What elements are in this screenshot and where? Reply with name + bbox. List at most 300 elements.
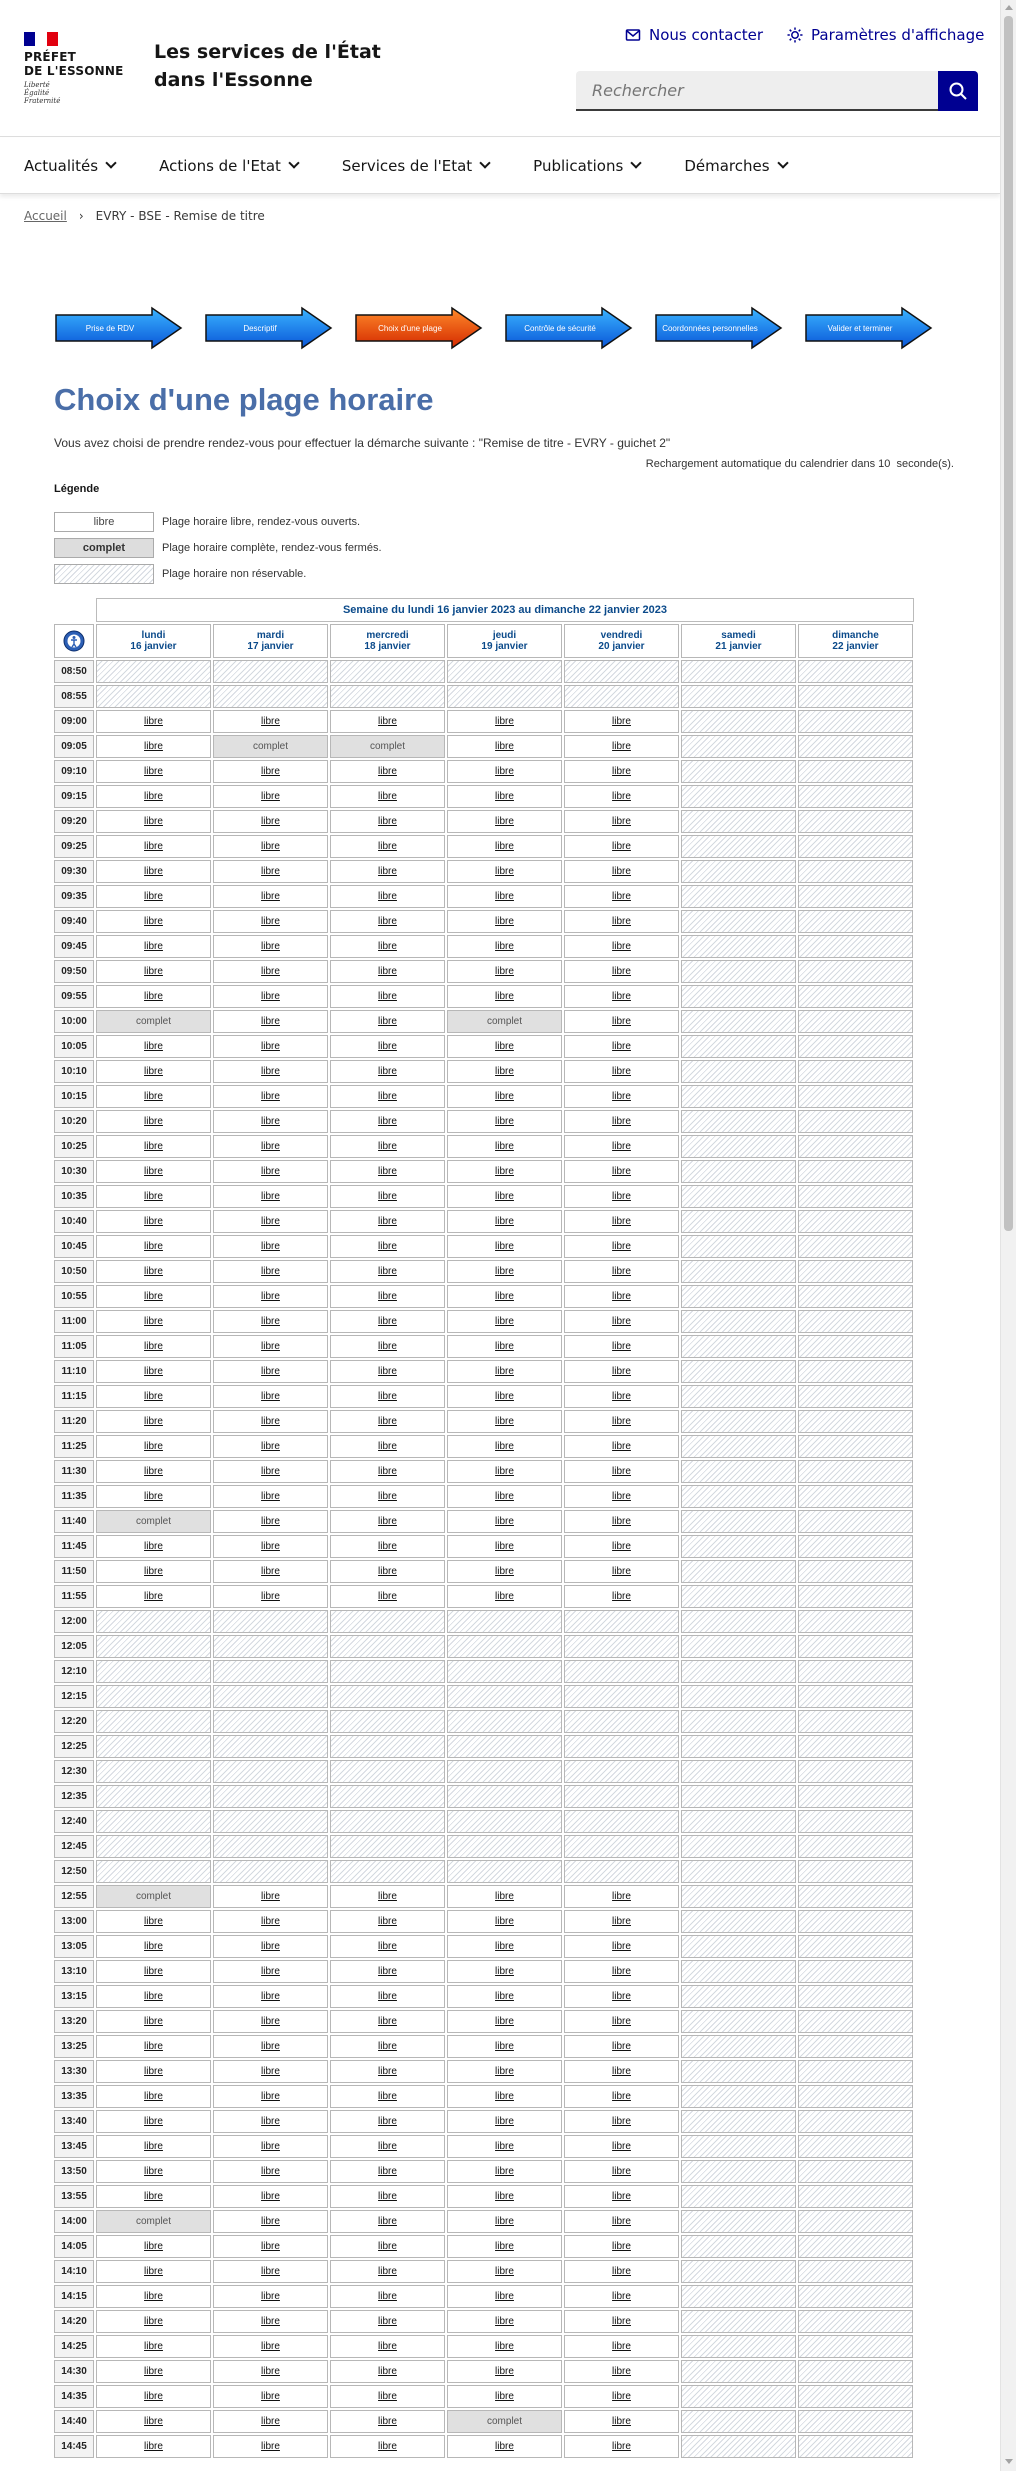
slot-libre-link[interactable]: libre xyxy=(330,1160,445,1183)
slot-libre-link[interactable]: libre xyxy=(330,2310,445,2333)
slot-libre-link[interactable]: libre xyxy=(447,2160,562,2183)
slot-libre-link[interactable]: libre xyxy=(96,810,211,833)
slot-libre-link[interactable]: libre xyxy=(447,1460,562,1483)
slot-libre-link[interactable]: libre xyxy=(96,935,211,958)
slot-libre-link[interactable]: libre xyxy=(213,1885,328,1908)
slot-libre-link[interactable]: libre xyxy=(330,1260,445,1283)
slot-libre-link[interactable]: libre xyxy=(96,1535,211,1558)
slot-libre-link[interactable]: libre xyxy=(96,2185,211,2208)
slot-libre-link[interactable]: libre xyxy=(447,1885,562,1908)
slot-libre-link[interactable]: libre xyxy=(447,1535,562,1558)
slot-libre-link[interactable]: libre xyxy=(447,1335,562,1358)
slot-libre-link[interactable]: libre xyxy=(96,2435,211,2458)
slot-libre-link[interactable]: libre xyxy=(447,1310,562,1333)
slot-libre-link[interactable]: libre xyxy=(447,2360,562,2383)
slot-libre-link[interactable]: libre xyxy=(330,785,445,808)
slot-libre-link[interactable]: libre xyxy=(213,810,328,833)
slot-libre-link[interactable]: libre xyxy=(213,2085,328,2108)
slot-libre-link[interactable]: libre xyxy=(447,2235,562,2258)
slot-libre-link[interactable]: libre xyxy=(447,785,562,808)
slot-libre-link[interactable]: libre xyxy=(330,1585,445,1608)
slot-libre-link[interactable]: libre xyxy=(96,910,211,933)
slot-libre-link[interactable]: libre xyxy=(447,985,562,1008)
slot-libre-link[interactable]: libre xyxy=(330,910,445,933)
slot-libre-link[interactable]: libre xyxy=(213,2210,328,2233)
slot-libre-link[interactable]: libre xyxy=(447,1260,562,1283)
slot-libre-link[interactable]: libre xyxy=(564,2185,679,2208)
slot-libre-link[interactable]: libre xyxy=(447,1410,562,1433)
slot-libre-link[interactable]: libre xyxy=(330,1560,445,1583)
slot-libre-link[interactable]: libre xyxy=(213,1010,328,1033)
slot-libre-link[interactable]: libre xyxy=(447,1185,562,1208)
slot-libre-link[interactable]: libre xyxy=(447,1235,562,1258)
slot-libre-link[interactable]: libre xyxy=(96,2135,211,2158)
slot-libre-link[interactable]: libre xyxy=(96,960,211,983)
slot-libre-link[interactable]: libre xyxy=(564,1035,679,1058)
slot-libre-link[interactable]: libre xyxy=(330,1360,445,1383)
slot-libre-link[interactable]: libre xyxy=(213,2185,328,2208)
slot-libre-link[interactable]: libre xyxy=(96,1935,211,1958)
slot-libre-link[interactable]: libre xyxy=(564,2385,679,2408)
slot-libre-link[interactable]: libre xyxy=(213,710,328,733)
slot-libre-link[interactable]: libre xyxy=(213,1910,328,1933)
nav-item-services[interactable]: Services de l'Etat xyxy=(342,157,489,175)
slot-libre-link[interactable]: libre xyxy=(330,2385,445,2408)
slot-libre-link[interactable]: libre xyxy=(447,885,562,908)
slot-libre-link[interactable]: libre xyxy=(447,1985,562,2008)
slot-libre-link[interactable]: libre xyxy=(213,1260,328,1283)
slot-libre-link[interactable]: libre xyxy=(213,1060,328,1083)
slot-libre-link[interactable]: libre xyxy=(96,760,211,783)
slot-libre-link[interactable]: libre xyxy=(213,2235,328,2258)
slot-libre-link[interactable]: libre xyxy=(447,2185,562,2208)
slot-libre-link[interactable]: libre xyxy=(330,2010,445,2033)
slot-libre-link[interactable]: libre xyxy=(330,2410,445,2433)
slot-libre-link[interactable]: libre xyxy=(447,2210,562,2233)
slot-libre-link[interactable]: libre xyxy=(96,1210,211,1233)
slot-libre-link[interactable]: libre xyxy=(213,960,328,983)
slot-libre-link[interactable]: libre xyxy=(330,1935,445,1958)
slot-libre-link[interactable]: libre xyxy=(330,2360,445,2383)
slot-libre-link[interactable]: libre xyxy=(564,1510,679,1533)
scrollbar[interactable] xyxy=(1000,0,1016,2471)
slot-libre-link[interactable]: libre xyxy=(447,910,562,933)
slot-libre-link[interactable]: libre xyxy=(330,960,445,983)
slot-libre-link[interactable]: libre xyxy=(564,1085,679,1108)
slot-libre-link[interactable]: libre xyxy=(447,1510,562,1533)
slot-libre-link[interactable]: libre xyxy=(213,910,328,933)
slot-libre-link[interactable]: libre xyxy=(96,1285,211,1308)
slot-libre-link[interactable]: libre xyxy=(447,1085,562,1108)
slot-libre-link[interactable]: libre xyxy=(330,1010,445,1033)
slot-libre-link[interactable]: libre xyxy=(213,935,328,958)
slot-libre-link[interactable]: libre xyxy=(96,2060,211,2083)
slot-libre-link[interactable]: libre xyxy=(564,1485,679,1508)
slot-libre-link[interactable]: libre xyxy=(447,2260,562,2283)
slot-libre-link[interactable]: libre xyxy=(330,1460,445,1483)
slot-libre-link[interactable]: libre xyxy=(564,1585,679,1608)
slot-libre-link[interactable]: libre xyxy=(96,1185,211,1208)
slot-libre-link[interactable]: libre xyxy=(96,2010,211,2033)
slot-libre-link[interactable]: libre xyxy=(330,1385,445,1408)
slot-libre-link[interactable]: libre xyxy=(447,2135,562,2158)
slot-libre-link[interactable]: libre xyxy=(564,885,679,908)
slot-libre-link[interactable]: libre xyxy=(96,2410,211,2433)
slot-libre-link[interactable]: libre xyxy=(564,835,679,858)
slot-libre-link[interactable]: libre xyxy=(564,760,679,783)
slot-libre-link[interactable]: libre xyxy=(330,2110,445,2133)
slot-libre-link[interactable]: libre xyxy=(330,1285,445,1308)
slot-libre-link[interactable]: libre xyxy=(213,835,328,858)
slot-libre-link[interactable]: libre xyxy=(564,860,679,883)
slot-libre-link[interactable]: libre xyxy=(96,1435,211,1458)
slot-libre-link[interactable]: libre xyxy=(96,1985,211,2008)
slot-libre-link[interactable]: libre xyxy=(564,2210,679,2233)
slot-libre-link[interactable]: libre xyxy=(330,1410,445,1433)
slot-libre-link[interactable]: libre xyxy=(330,860,445,883)
slot-libre-link[interactable]: libre xyxy=(447,2335,562,2358)
nav-item-actions[interactable]: Actions de l'Etat xyxy=(159,157,298,175)
slot-libre-link[interactable]: libre xyxy=(96,2335,211,2358)
slot-libre-link[interactable]: libre xyxy=(96,735,211,758)
slot-libre-link[interactable]: libre xyxy=(96,2385,211,2408)
slot-libre-link[interactable]: libre xyxy=(96,2085,211,2108)
scroll-down-arrow-icon[interactable] xyxy=(1005,2459,1013,2464)
slot-libre-link[interactable]: libre xyxy=(330,1885,445,1908)
slot-libre-link[interactable]: libre xyxy=(213,1310,328,1333)
slot-libre-link[interactable]: libre xyxy=(564,1060,679,1083)
slot-libre-link[interactable]: libre xyxy=(96,985,211,1008)
slot-libre-link[interactable]: libre xyxy=(564,1885,679,1908)
slot-libre-link[interactable]: libre xyxy=(213,1210,328,1233)
slot-libre-link[interactable]: libre xyxy=(564,710,679,733)
slot-libre-link[interactable]: libre xyxy=(96,1335,211,1358)
slot-libre-link[interactable]: libre xyxy=(447,2385,562,2408)
slot-libre-link[interactable]: libre xyxy=(213,2035,328,2058)
slot-libre-link[interactable]: libre xyxy=(96,2160,211,2183)
slot-libre-link[interactable]: libre xyxy=(213,885,328,908)
slot-libre-link[interactable]: libre xyxy=(330,1185,445,1208)
slot-libre-link[interactable]: libre xyxy=(96,710,211,733)
slot-libre-link[interactable]: libre xyxy=(96,860,211,883)
slot-libre-link[interactable]: libre xyxy=(96,2360,211,2383)
slot-libre-link[interactable]: libre xyxy=(447,2010,562,2033)
slot-libre-link[interactable]: libre xyxy=(96,1110,211,1133)
slot-libre-link[interactable]: libre xyxy=(213,1235,328,1258)
slot-libre-link[interactable]: libre xyxy=(330,2210,445,2233)
slot-libre-link[interactable]: libre xyxy=(213,1585,328,1608)
slot-libre-link[interactable]: libre xyxy=(330,1135,445,1158)
slot-libre-link[interactable]: libre xyxy=(330,1235,445,1258)
slot-libre-link[interactable]: libre xyxy=(447,2035,562,2058)
slot-libre-link[interactable]: libre xyxy=(330,1535,445,1558)
slot-libre-link[interactable]: libre xyxy=(447,1385,562,1408)
slot-libre-link[interactable]: libre xyxy=(564,2110,679,2133)
slot-libre-link[interactable]: libre xyxy=(447,835,562,858)
slot-libre-link[interactable]: libre xyxy=(447,1360,562,1383)
slot-libre-link[interactable]: libre xyxy=(564,2410,679,2433)
slot-libre-link[interactable]: libre xyxy=(447,710,562,733)
slot-libre-link[interactable]: libre xyxy=(564,1910,679,1933)
slot-libre-link[interactable]: libre xyxy=(213,1435,328,1458)
slot-libre-link[interactable]: libre xyxy=(330,1210,445,1233)
slot-libre-link[interactable]: libre xyxy=(447,1560,562,1583)
slot-libre-link[interactable]: libre xyxy=(96,885,211,908)
slot-libre-link[interactable]: libre xyxy=(447,1485,562,1508)
slot-libre-link[interactable]: libre xyxy=(330,2435,445,2458)
slot-libre-link[interactable]: libre xyxy=(447,1060,562,1083)
slot-libre-link[interactable]: libre xyxy=(564,1960,679,1983)
slot-libre-link[interactable]: libre xyxy=(330,2260,445,2283)
slot-libre-link[interactable]: libre xyxy=(564,1235,679,1258)
contact-link[interactable] xyxy=(625,26,763,44)
slot-libre-link[interactable]: libre xyxy=(213,2410,328,2433)
slot-libre-link[interactable]: libre xyxy=(564,960,679,983)
slot-libre-link[interactable]: libre xyxy=(564,1435,679,1458)
slot-libre-link[interactable]: libre xyxy=(330,1960,445,1983)
slot-libre-link[interactable]: libre xyxy=(564,2135,679,2158)
slot-libre-link[interactable]: libre xyxy=(213,1385,328,1408)
slot-libre-link[interactable]: libre xyxy=(447,2310,562,2333)
slot-libre-link[interactable]: libre xyxy=(330,985,445,1008)
slot-libre-link[interactable]: libre xyxy=(213,2335,328,2358)
slot-libre-link[interactable]: libre xyxy=(447,735,562,758)
slot-libre-link[interactable]: libre xyxy=(564,2310,679,2333)
accessibility-icon[interactable] xyxy=(54,624,94,658)
slot-libre-link[interactable]: libre xyxy=(330,2235,445,2258)
slot-libre-link[interactable]: libre xyxy=(564,1460,679,1483)
slot-libre-link[interactable]: libre xyxy=(96,1060,211,1083)
slot-libre-link[interactable]: libre xyxy=(564,1560,679,1583)
slot-libre-link[interactable]: libre xyxy=(96,1460,211,1483)
slot-libre-link[interactable]: libre xyxy=(564,1985,679,2008)
slot-libre-link[interactable]: libre xyxy=(447,1135,562,1158)
slot-libre-link[interactable]: libre xyxy=(564,1210,679,1233)
slot-libre-link[interactable]: libre xyxy=(213,1935,328,1958)
slot-libre-link[interactable]: libre xyxy=(213,2310,328,2333)
slot-libre-link[interactable]: libre xyxy=(330,2185,445,2208)
slot-libre-link[interactable]: libre xyxy=(96,2310,211,2333)
slot-libre-link[interactable]: libre xyxy=(330,1910,445,1933)
slot-libre-link[interactable]: libre xyxy=(213,1285,328,1308)
slot-libre-link[interactable]: libre xyxy=(564,2235,679,2258)
scroll-up-arrow-icon[interactable] xyxy=(1005,5,1013,10)
slot-libre-link[interactable]: libre xyxy=(564,1185,679,1208)
slot-libre-link[interactable]: libre xyxy=(213,1160,328,1183)
prefet-logo[interactable] xyxy=(24,32,124,105)
slot-libre-link[interactable]: libre xyxy=(330,2135,445,2158)
site-title[interactable]: Les services de l'État dans l'Essonne xyxy=(154,41,381,91)
slot-libre-link[interactable]: libre xyxy=(213,1110,328,1133)
slot-libre-link[interactable]: libre xyxy=(330,710,445,733)
slot-libre-link[interactable]: libre xyxy=(447,1910,562,1933)
slot-libre-link[interactable]: libre xyxy=(96,2285,211,2308)
slot-libre-link[interactable]: libre xyxy=(330,835,445,858)
slot-libre-link[interactable]: libre xyxy=(213,1535,328,1558)
slot-libre-link[interactable]: libre xyxy=(564,1310,679,1333)
slot-libre-link[interactable]: libre xyxy=(213,2260,328,2283)
slot-libre-link[interactable]: libre xyxy=(213,1510,328,1533)
slot-libre-link[interactable]: libre xyxy=(213,1185,328,1208)
slot-libre-link[interactable]: libre xyxy=(330,1060,445,1083)
slot-libre-link[interactable]: libre xyxy=(96,2110,211,2133)
slot-libre-link[interactable]: libre xyxy=(330,2335,445,2358)
slot-libre-link[interactable]: libre xyxy=(96,1160,211,1183)
slot-libre-link[interactable]: libre xyxy=(564,2085,679,2108)
slot-libre-link[interactable]: libre xyxy=(213,785,328,808)
slot-libre-link[interactable]: libre xyxy=(564,1010,679,1033)
slot-libre-link[interactable]: libre xyxy=(447,860,562,883)
slot-libre-link[interactable]: libre xyxy=(447,760,562,783)
slot-libre-link[interactable]: libre xyxy=(213,1085,328,1108)
slot-libre-link[interactable]: libre xyxy=(213,1410,328,1433)
slot-libre-link[interactable]: libre xyxy=(447,2060,562,2083)
slot-libre-link[interactable]: libre xyxy=(96,2235,211,2258)
slot-libre-link[interactable]: libre xyxy=(564,2360,679,2383)
slot-libre-link[interactable]: libre xyxy=(213,1985,328,2008)
slot-libre-link[interactable]: libre xyxy=(564,735,679,758)
slot-libre-link[interactable]: libre xyxy=(96,1585,211,1608)
slot-libre-link[interactable]: libre xyxy=(564,1135,679,1158)
slot-libre-link[interactable]: libre xyxy=(330,885,445,908)
slot-libre-link[interactable]: libre xyxy=(96,1910,211,1933)
slot-libre-link[interactable]: libre xyxy=(447,1285,562,1308)
slot-libre-link[interactable]: libre xyxy=(564,1410,679,1433)
slot-libre-link[interactable]: libre xyxy=(447,1935,562,1958)
slot-libre-link[interactable]: libre xyxy=(330,935,445,958)
scrollbar-thumb[interactable] xyxy=(1004,16,1013,1231)
slot-libre-link[interactable]: libre xyxy=(213,2385,328,2408)
slot-libre-link[interactable]: libre xyxy=(447,1585,562,1608)
slot-libre-link[interactable]: libre xyxy=(96,835,211,858)
slot-libre-link[interactable]: libre xyxy=(330,810,445,833)
slot-libre-link[interactable]: libre xyxy=(330,1035,445,1058)
slot-libre-link[interactable]: libre xyxy=(96,1560,211,1583)
slot-libre-link[interactable]: libre xyxy=(564,1285,679,1308)
slot-libre-link[interactable]: libre xyxy=(564,910,679,933)
slot-libre-link[interactable]: libre xyxy=(213,1335,328,1358)
display-settings-link[interactable] xyxy=(787,26,984,44)
slot-libre-link[interactable]: libre xyxy=(564,1535,679,1558)
slot-libre-link[interactable]: libre xyxy=(330,1310,445,1333)
slot-libre-link[interactable]: libre xyxy=(213,2360,328,2383)
slot-libre-link[interactable]: libre xyxy=(213,985,328,1008)
slot-libre-link[interactable]: libre xyxy=(564,785,679,808)
slot-libre-link[interactable]: libre xyxy=(96,1235,211,1258)
slot-libre-link[interactable]: libre xyxy=(96,1960,211,1983)
slot-libre-link[interactable]: libre xyxy=(564,935,679,958)
slot-libre-link[interactable]: libre xyxy=(564,985,679,1008)
slot-libre-link[interactable]: libre xyxy=(447,1210,562,1233)
slot-libre-link[interactable]: libre xyxy=(564,1335,679,1358)
slot-libre-link[interactable]: libre xyxy=(96,1260,211,1283)
slot-libre-link[interactable]: libre xyxy=(96,1485,211,1508)
slot-libre-link[interactable]: libre xyxy=(564,1110,679,1133)
slot-libre-link[interactable]: libre xyxy=(213,1960,328,1983)
slot-libre-link[interactable]: libre xyxy=(564,2285,679,2308)
slot-libre-link[interactable]: libre xyxy=(213,1360,328,1383)
nav-item-demarches[interactable]: Démarches xyxy=(684,157,786,175)
slot-libre-link[interactable]: libre xyxy=(447,960,562,983)
slot-libre-link[interactable]: libre xyxy=(564,2035,679,2058)
slot-libre-link[interactable]: libre xyxy=(330,1485,445,1508)
slot-libre-link[interactable]: libre xyxy=(330,2160,445,2183)
slot-libre-link[interactable]: libre xyxy=(330,2085,445,2108)
slot-libre-link[interactable]: libre xyxy=(96,1310,211,1333)
search-input[interactable] xyxy=(576,71,938,111)
breadcrumb-home-link[interactable]: Accueil xyxy=(24,209,67,223)
slot-libre-link[interactable]: libre xyxy=(564,1385,679,1408)
slot-libre-link[interactable]: libre xyxy=(213,2160,328,2183)
slot-libre-link[interactable]: libre xyxy=(213,2285,328,2308)
slot-libre-link[interactable]: libre xyxy=(564,2260,679,2283)
slot-libre-link[interactable]: libre xyxy=(330,1335,445,1358)
slot-libre-link[interactable]: libre xyxy=(447,1035,562,1058)
slot-libre-link[interactable]: libre xyxy=(213,2435,328,2458)
slot-libre-link[interactable]: libre xyxy=(447,1110,562,1133)
slot-libre-link[interactable]: libre xyxy=(330,1435,445,1458)
slot-libre-link[interactable]: libre xyxy=(447,2110,562,2133)
slot-libre-link[interactable]: libre xyxy=(96,1035,211,1058)
slot-libre-link[interactable]: libre xyxy=(447,935,562,958)
slot-libre-link[interactable]: libre xyxy=(330,1110,445,1133)
slot-libre-link[interactable]: libre xyxy=(564,2160,679,2183)
slot-libre-link[interactable]: libre xyxy=(213,760,328,783)
slot-libre-link[interactable]: libre xyxy=(564,2335,679,2358)
slot-libre-link[interactable]: libre xyxy=(447,1435,562,1458)
slot-libre-link[interactable]: libre xyxy=(330,1985,445,2008)
slot-libre-link[interactable]: libre xyxy=(330,2285,445,2308)
slot-libre-link[interactable]: libre xyxy=(447,1960,562,1983)
slot-libre-link[interactable]: libre xyxy=(213,2135,328,2158)
slot-libre-link[interactable]: libre xyxy=(447,2285,562,2308)
slot-libre-link[interactable]: libre xyxy=(96,2260,211,2283)
slot-libre-link[interactable]: libre xyxy=(330,2035,445,2058)
slot-libre-link[interactable]: libre xyxy=(96,785,211,808)
slot-libre-link[interactable]: libre xyxy=(96,1360,211,1383)
slot-libre-link[interactable]: libre xyxy=(213,1460,328,1483)
slot-libre-link[interactable]: libre xyxy=(447,2085,562,2108)
slot-libre-link[interactable]: libre xyxy=(330,1085,445,1108)
slot-libre-link[interactable]: libre xyxy=(564,2060,679,2083)
slot-libre-link[interactable]: libre xyxy=(564,1935,679,1958)
slot-libre-link[interactable]: libre xyxy=(564,1160,679,1183)
slot-libre-link[interactable]: libre xyxy=(213,1560,328,1583)
slot-libre-link[interactable]: libre xyxy=(96,1085,211,1108)
slot-libre-link[interactable]: libre xyxy=(213,1035,328,1058)
slot-libre-link[interactable]: libre xyxy=(564,1260,679,1283)
nav-item-publications[interactable]: Publications xyxy=(533,157,640,175)
slot-libre-link[interactable]: libre xyxy=(96,1135,211,1158)
slot-libre-link[interactable]: libre xyxy=(213,1485,328,1508)
slot-libre-link[interactable]: libre xyxy=(330,1510,445,1533)
slot-libre-link[interactable]: libre xyxy=(96,2035,211,2058)
slot-libre-link[interactable]: libre xyxy=(213,860,328,883)
slot-libre-link[interactable]: libre xyxy=(447,810,562,833)
slot-libre-link[interactable]: libre xyxy=(213,2010,328,2033)
slot-libre-link[interactable]: libre xyxy=(564,2010,679,2033)
slot-libre-link[interactable]: libre xyxy=(564,1360,679,1383)
slot-libre-link[interactable]: libre xyxy=(330,2060,445,2083)
slot-libre-link[interactable]: libre xyxy=(330,760,445,783)
slot-libre-link[interactable]: libre xyxy=(96,1410,211,1433)
slot-libre-link[interactable]: libre xyxy=(564,810,679,833)
nav-item-actualites[interactable]: Actualités xyxy=(24,157,115,175)
slot-libre-link[interactable]: libre xyxy=(213,2110,328,2133)
slot-libre-link[interactable]: libre xyxy=(213,1135,328,1158)
slot-libre-link[interactable]: libre xyxy=(564,2435,679,2458)
slot-libre-link[interactable]: libre xyxy=(447,1160,562,1183)
